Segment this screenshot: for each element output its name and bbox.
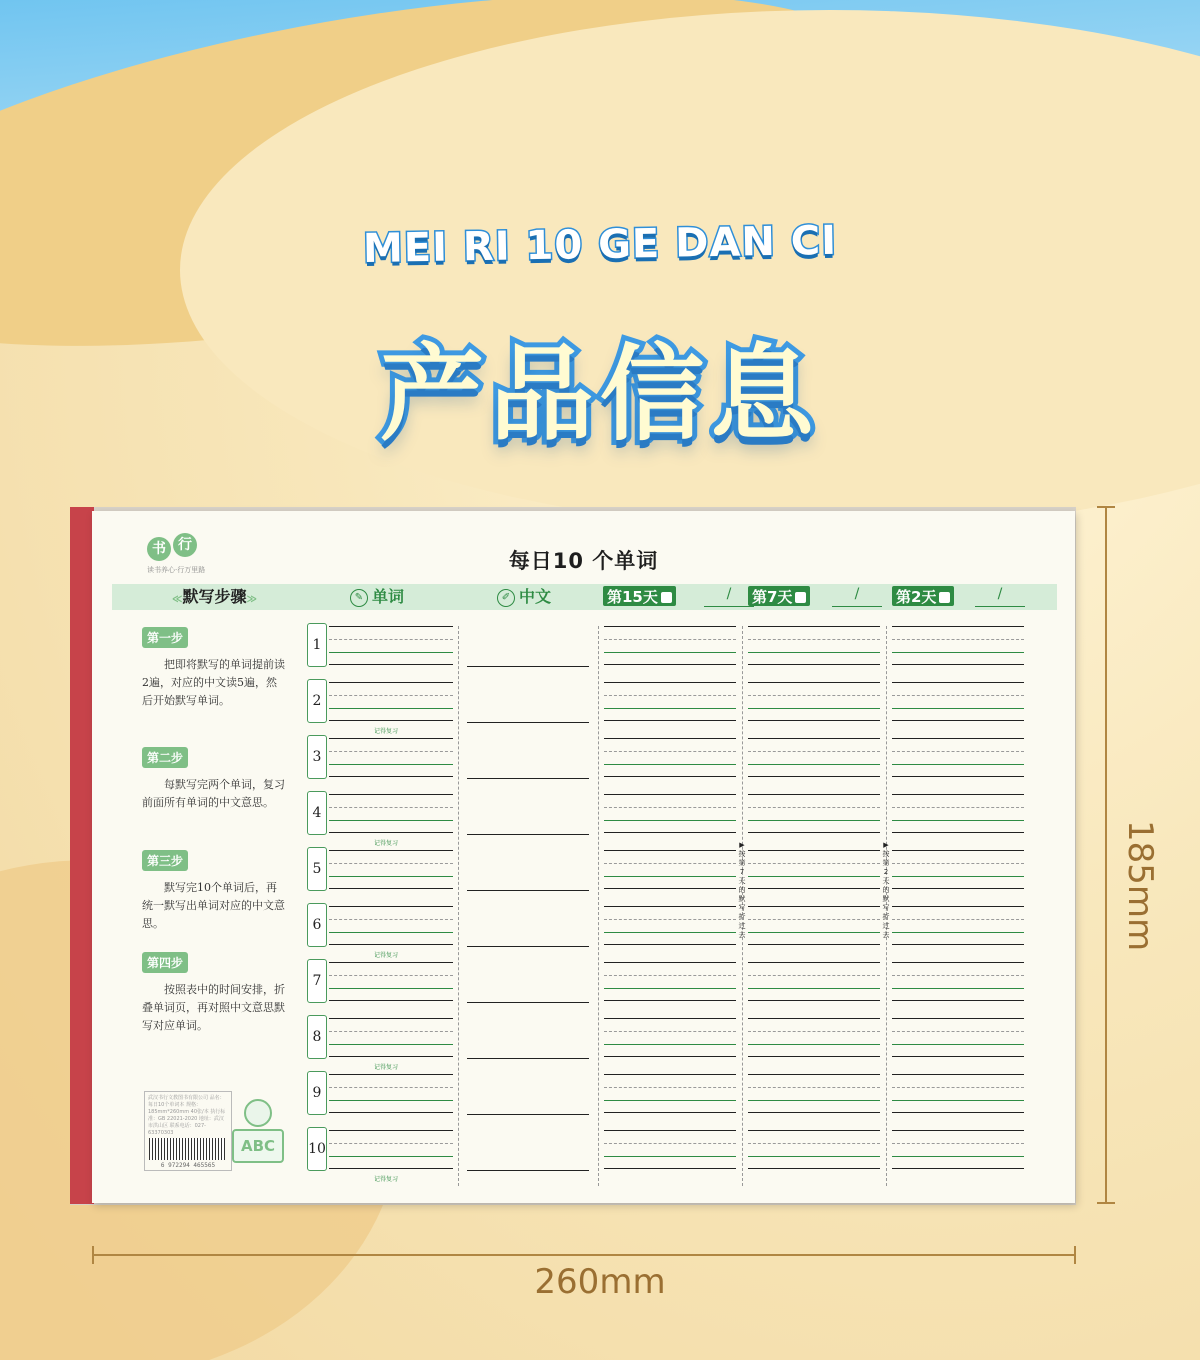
ruled-line [748, 1074, 880, 1075]
ruled-line [604, 988, 736, 989]
ruled-line [329, 652, 453, 653]
ruled-line [604, 695, 736, 696]
step-block [142, 850, 287, 933]
fold-instruction: ▶按第2天的默写折过去 [882, 841, 890, 939]
day15-label: 第15天 [607, 588, 658, 606]
ruled-line [748, 1056, 880, 1057]
ruled-line [748, 751, 880, 752]
ruled-line [467, 834, 589, 835]
row-number: 3 [307, 735, 327, 779]
product-info: 武汉书行文教图书有限公司 品名：每日10个单词本 规格：185mm*260mm 40张/本 执行标准：GB 22021-2020 地址：武汉市洪山区 联系电话：027-63370303 [148, 1095, 226, 1136]
ruled-line [748, 807, 880, 808]
checkbox-icon [661, 592, 672, 603]
ruled-line [748, 1044, 880, 1045]
ruled-line [329, 764, 453, 765]
ruled-line [748, 820, 880, 821]
ruled-line [604, 888, 736, 889]
ruled-line [329, 1156, 453, 1157]
ruled-line [467, 890, 589, 891]
ruled-line [604, 1100, 736, 1101]
step-label: 第四步 [142, 952, 188, 973]
ruled-line [329, 1168, 453, 1169]
ruled-line [892, 720, 1024, 721]
ruled-line [892, 1044, 1024, 1045]
ruled-line [604, 764, 736, 765]
brand-seal: 书 [147, 537, 171, 561]
ruled-line [329, 794, 453, 795]
ruled-line [604, 652, 736, 653]
ruled-line [604, 850, 736, 851]
ruled-line [329, 919, 453, 920]
ruled-line [329, 664, 453, 665]
ruled-line [604, 1143, 736, 1144]
ruled-line [604, 1056, 736, 1057]
eraser-icon: ✐ [497, 589, 515, 607]
ruled-line [604, 1156, 736, 1157]
ruled-line [748, 919, 880, 920]
ruled-line [604, 1112, 736, 1113]
ruled-line [329, 720, 453, 721]
ruled-line [892, 850, 1024, 851]
ruled-line [604, 1168, 736, 1169]
step-block [142, 747, 287, 812]
row-number: 4 [307, 791, 327, 835]
ruled-line [329, 1100, 453, 1101]
ruled-line [467, 1058, 589, 1059]
fold-line [458, 626, 459, 1186]
ruled-line [604, 832, 736, 833]
ruled-line [329, 682, 453, 683]
ruled-line [329, 876, 453, 877]
ruled-line [604, 906, 736, 907]
abc-mascot [232, 1099, 282, 1169]
ruled-line [892, 988, 1024, 989]
step-text: 每默写完两个单词，复习前面所有单词的中文意思。 [142, 778, 285, 809]
ruled-line [467, 778, 589, 779]
ruled-line [892, 794, 1024, 795]
ruled-line [604, 776, 736, 777]
ruled-line [329, 1112, 453, 1113]
ruled-line [892, 738, 1024, 739]
ruled-line [604, 682, 736, 683]
ruled-line [748, 832, 880, 833]
step-text: 把即将默写的单词提前读2遍，对应的中文读5遍，然后开始默写单词。 [142, 658, 285, 707]
abc-book-icon: ABC [232, 1129, 284, 1163]
ruled-line [467, 946, 589, 947]
ruled-line [329, 863, 453, 864]
ruled-line [748, 720, 880, 721]
row-number: 5 [307, 847, 327, 891]
ruled-line [604, 720, 736, 721]
steps-header [172, 584, 257, 610]
ruled-line [748, 850, 880, 851]
row-number: 10 [307, 1127, 327, 1171]
ruled-line [892, 876, 1024, 877]
ruled-line [748, 932, 880, 933]
ruled-line [748, 738, 880, 739]
row-number: 8 [307, 1015, 327, 1059]
ruled-line [892, 708, 1024, 709]
ruled-line [892, 1112, 1024, 1113]
ruled-line [892, 906, 1024, 907]
step-label: 第一步 [142, 627, 188, 648]
ruled-line [604, 975, 736, 976]
ruled-line [748, 1031, 880, 1032]
ruled-line [748, 682, 880, 683]
notebook-spine [70, 507, 94, 1204]
ruled-line [604, 962, 736, 963]
ruled-line [892, 626, 1024, 627]
ruled-line [748, 764, 880, 765]
ruled-line [748, 1143, 880, 1144]
ruled-line [748, 794, 880, 795]
step-block [142, 627, 287, 710]
ruled-line [329, 639, 453, 640]
ruled-line [892, 919, 1024, 920]
ruled-line [748, 695, 880, 696]
ruled-line [604, 944, 736, 945]
ruled-line [329, 776, 453, 777]
ruled-line [604, 1044, 736, 1045]
ruled-line [748, 888, 880, 889]
ruled-line [329, 1143, 453, 1144]
ruled-line [329, 988, 453, 989]
ruled-line [892, 863, 1024, 864]
ruled-line [604, 738, 736, 739]
dimension-cap [1097, 1202, 1115, 1204]
ruled-line [892, 962, 1024, 963]
ruled-line [892, 776, 1024, 777]
ruled-line [748, 639, 880, 640]
review-mark: 记得复习 [374, 952, 399, 959]
step-text: 默写完10个单词后，再统一默写出单词对应的中文意思。 [142, 881, 285, 930]
fold-line [598, 626, 599, 1186]
ruled-line [329, 738, 453, 739]
ruled-line [604, 626, 736, 627]
ruled-line [748, 1018, 880, 1019]
ruled-line [604, 919, 736, 920]
ruled-line [329, 1018, 453, 1019]
ruled-line [329, 695, 453, 696]
ruled-line [329, 832, 453, 833]
ruled-line [748, 944, 880, 945]
step-label: 第二步 [142, 747, 188, 768]
ruled-line [329, 944, 453, 945]
ruled-line [604, 1130, 736, 1131]
step-text: 按照表中的时间安排，折叠单词页，再对照中文意思默写对应单词。 [142, 983, 285, 1032]
ruled-line [748, 988, 880, 989]
word-header [350, 584, 404, 610]
ruled-line [329, 1031, 453, 1032]
steps-header-label: 默写步骤 [182, 587, 247, 606]
ruled-line [604, 820, 736, 821]
row-number: 1 [307, 623, 327, 667]
ruled-line [604, 1031, 736, 1032]
day15-header [603, 586, 676, 606]
ruled-line [329, 1074, 453, 1075]
review-mark: 记得复习 [374, 840, 399, 847]
day7-header [748, 586, 810, 606]
date-field: / [704, 586, 754, 607]
date-field: / [975, 586, 1025, 607]
checkbox-icon [795, 592, 806, 603]
ruled-line [748, 664, 880, 665]
ruled-line [892, 1031, 1024, 1032]
ruled-line [892, 1130, 1024, 1131]
ruled-line [329, 708, 453, 709]
height-dimension-line [1105, 506, 1107, 1204]
ruled-line [892, 664, 1024, 665]
ruled-line [892, 695, 1024, 696]
row-number: 6 [307, 903, 327, 947]
day2-header [892, 586, 954, 606]
ornament-icon: ≫ [246, 594, 257, 605]
mascot-head-icon [244, 1099, 272, 1127]
ruled-line [748, 708, 880, 709]
ruled-line [892, 764, 1024, 765]
dimension-cap [1097, 506, 1115, 508]
ruled-line [329, 1000, 453, 1001]
ruled-line [748, 1100, 880, 1101]
ruled-line [748, 906, 880, 907]
barcode-number: 6 972294 465565 [160, 1162, 216, 1169]
notebook-sheet [92, 511, 1075, 1203]
ruled-line [604, 863, 736, 864]
page-title: 产品信息 [379, 333, 820, 455]
ruled-line [329, 807, 453, 808]
ruled-line [604, 1000, 736, 1001]
ruled-line [892, 832, 1024, 833]
ruled-line [892, 751, 1024, 752]
ruled-line [748, 626, 880, 627]
ruled-line [329, 906, 453, 907]
review-mark: 记得复习 [374, 1064, 399, 1071]
ruled-line [892, 1056, 1024, 1057]
review-mark: 记得复习 [374, 728, 399, 735]
sheet-title: 每日10 个单词 [508, 549, 659, 573]
width-label: 260mm [534, 1262, 666, 1302]
ruled-line [604, 876, 736, 877]
ruled-line [748, 863, 880, 864]
step-label: 第三步 [142, 850, 188, 871]
ruled-line [329, 1056, 453, 1057]
checkbox-icon [939, 592, 950, 603]
review-mark: 记得复习 [374, 1176, 399, 1183]
ruled-line [892, 932, 1024, 933]
barcode [149, 1138, 225, 1160]
ruled-line [892, 1074, 1024, 1075]
pencil-icon: ✎ [350, 589, 368, 607]
pinyin-subtitle: MEI RI 10 GE DAN CI [362, 217, 838, 273]
ruled-line [329, 975, 453, 976]
brand-seal: 行 [173, 533, 197, 557]
ruled-line [748, 776, 880, 777]
ruled-line [604, 639, 736, 640]
fold-instruction: ▶按第7天的默写折过去 [738, 841, 746, 939]
row-number: 2 [307, 679, 327, 723]
ruled-line [329, 932, 453, 933]
ruled-line [748, 876, 880, 877]
ruled-line [329, 1130, 453, 1131]
column-header-bar [112, 584, 1057, 610]
ruled-line [892, 975, 1024, 976]
ruled-line [329, 850, 453, 851]
ornament-icon: ≪ [172, 594, 183, 605]
ruled-line [892, 944, 1024, 945]
ruled-line [892, 652, 1024, 653]
ruled-line [467, 1114, 589, 1115]
ruled-line [329, 1044, 453, 1045]
chinese-header [497, 584, 551, 610]
ruled-line [892, 1143, 1024, 1144]
ruled-line [467, 722, 589, 723]
ruled-line [329, 888, 453, 889]
ruled-line [604, 794, 736, 795]
ruled-line [748, 1156, 880, 1157]
ruled-line [892, 820, 1024, 821]
ruled-line [604, 1087, 736, 1088]
ruled-line [892, 1087, 1024, 1088]
ruled-line [604, 1074, 736, 1075]
barcode-panel [144, 1091, 232, 1171]
ruled-line [467, 1002, 589, 1003]
ruled-line [329, 626, 453, 627]
width-dimension-line [93, 1254, 1076, 1256]
ruled-line [892, 682, 1024, 683]
ruled-line [748, 652, 880, 653]
ruled-line [892, 1168, 1024, 1169]
ruled-line [329, 751, 453, 752]
ruled-line [748, 1112, 880, 1113]
ruled-line [748, 1168, 880, 1169]
ruled-line [329, 820, 453, 821]
ruled-line [604, 807, 736, 808]
day2-label: 第2天 [896, 588, 937, 606]
ruled-line [604, 932, 736, 933]
ruled-line [604, 1018, 736, 1019]
ruled-line [892, 888, 1024, 889]
ruled-line [748, 962, 880, 963]
row-number: 7 [307, 959, 327, 1003]
ruled-line [329, 962, 453, 963]
ruled-line [892, 1100, 1024, 1101]
ruled-line [892, 1000, 1024, 1001]
row-number: 9 [307, 1071, 327, 1115]
ruled-line [604, 751, 736, 752]
date-field: / [832, 586, 882, 607]
ruled-line [892, 639, 1024, 640]
ruled-line [604, 708, 736, 709]
ruled-line [604, 664, 736, 665]
ruled-line [329, 1087, 453, 1088]
day7-label: 第7天 [752, 588, 793, 606]
height-label: 185mm [1120, 820, 1160, 952]
ruled-line [467, 666, 589, 667]
step-block [142, 952, 287, 1035]
word-header-label: 单词 [372, 587, 405, 606]
ruled-line [748, 975, 880, 976]
ruled-line [467, 1170, 589, 1171]
ruled-line [892, 1018, 1024, 1019]
chinese-header-label: 中文 [519, 587, 552, 606]
brand-tagline: 读书养心·行万里路 [147, 566, 206, 574]
ruled-line [892, 807, 1024, 808]
ruled-line [748, 1087, 880, 1088]
ruled-line [892, 1156, 1024, 1157]
ruled-line [748, 1130, 880, 1131]
ruled-line [748, 1000, 880, 1001]
